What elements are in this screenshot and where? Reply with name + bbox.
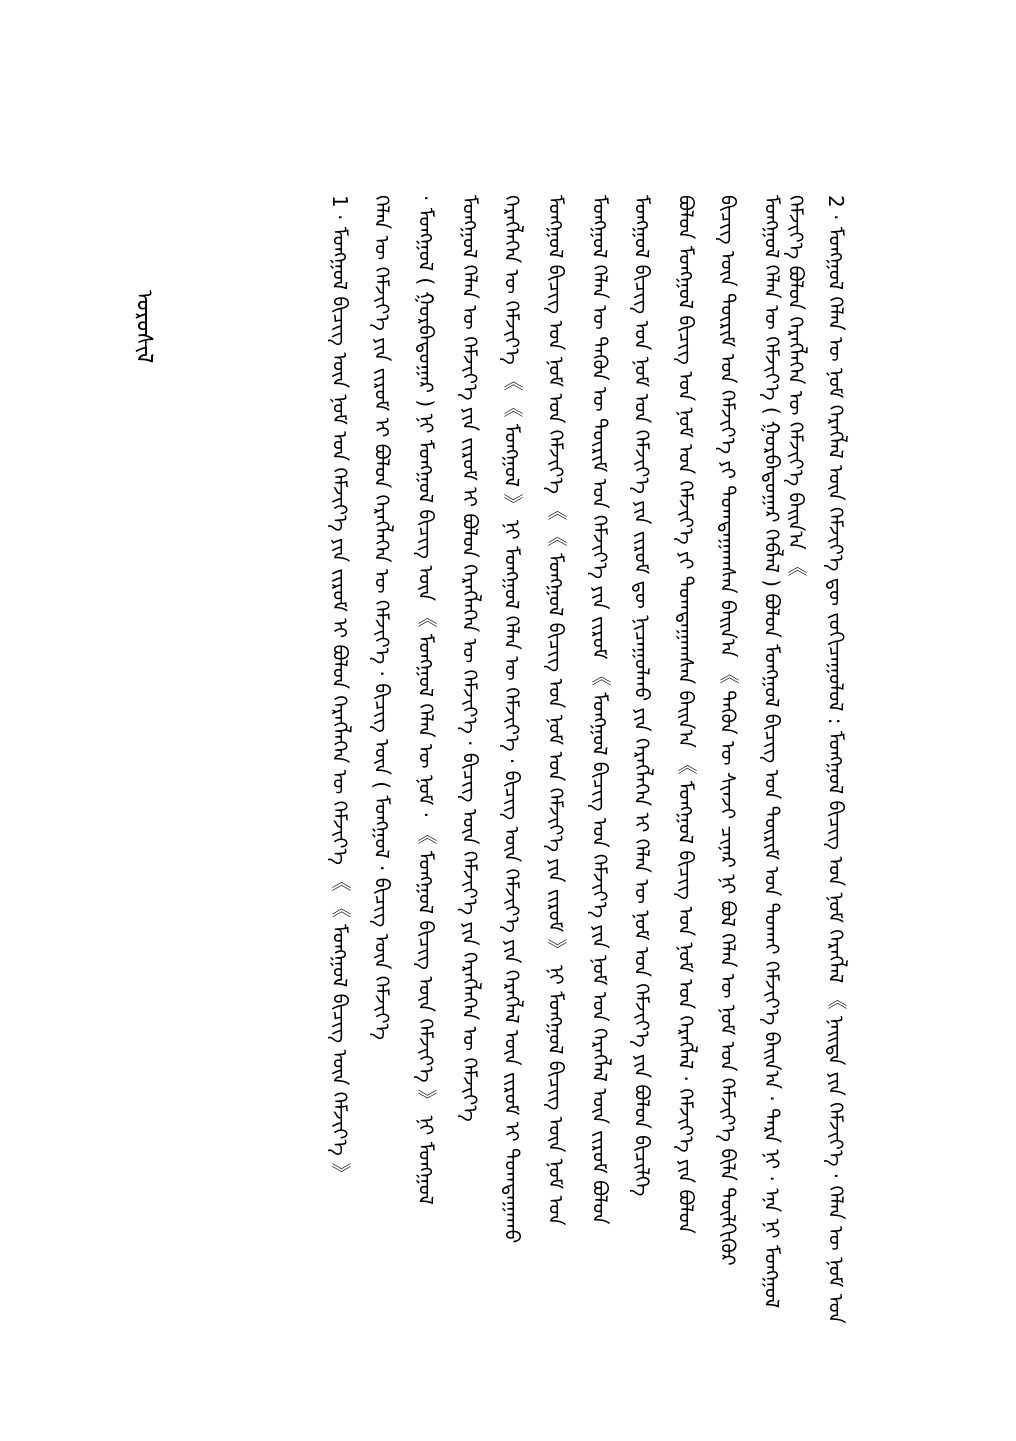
text-line-6: ᠮᠣᠩᠭᠣᠯ ᠪᠢᠴᠢᠭ ᠤᠨ ᠨᠣᠮ ᠤᠨ ᠬᠡᠮᠵᠢᠶ᠎ᠡ ᠶᠢᠨ ᠵᠢᠷᠤᠮ ᠳᠦ ᠨᠢᠴᠠᠭᠤᠯᠬᠤ ᠶᠢᠨ ᠬᠡᠷᠡᠭᠯᠡᠭᠡᠨ ᠢ ᠬᠡᠯᠡᠨ ᠦ ᠨᠣᠮ ᠤᠨ ᠬᠡᠮᠵᠢᠶ᠎ᠡ ᠶᠢᠨ ᠪᠣᠯᠤᠨ ᠪᠢᠴᠢᠯᠭᠡ xyxy=(630,195,654,1197)
text-line-10: ᠮᠣᠩᠭᠣᠯ ᠬᠡᠯᠡᠨ ᠦ ᠬᠡᠮᠵᠢᠶ᠎ᠡ ᠶᠢᠨ ᠵᠢᠷᠤᠮ ᠢ ᠪᠣᠯᠤᠨ ᠬᠡᠷᠡᠭᠯᠡᠭᠡᠨ ᠦ ᠬᠡᠮᠵᠢᠶ᠎ᠡ · ᠪᠢᠴᠢᠭ ᠦᠨ ᠬᠡᠮᠵᠢᠶ᠎ᠡ ᠶᠢᠨ ᠬᠡᠷᠡᠭᠯᠡᠭᠡᠨ ᠦ ᠬᠡᠮᠵᠢᠶ᠎ᠡ xyxy=(458,195,482,1122)
text-line-8: ᠮᠣᠩᠭᠣᠯ ᠪᠢᠴᠢᠭ ᠤᠨ ᠨᠣᠮ ᠤᠨ ᠬᠡᠮᠵᠢᠶ᠎ᠡ ︽ 《 ᠮᠣᠩᠭᠣᠯ ᠪᠢᠴᠢᠭ ᠤᠨ ᠨᠣᠮ ᠤᠨ ᠬᠡᠮᠵᠢᠶ᠎ᠡ ᠶᠢᠨ ᠵᠢᠷᠤᠮ 》 ᠨᠢ ᠮᠣᠩᠭᠣᠯ ᠪᠢᠴᠢᠭ ᠦᠨ ᠨᠣᠮ ᠤᠨ xyxy=(544,195,568,1226)
text-line-3: ᠮᠣᠩᠭᠣᠯ ᠬᠡᠯᠡᠨ ᠦ ᠬᠡᠮᠵᠢᠶ᠎ᠡ ( ᠭᠤᠷᠪᠠᠳᠤᠭᠠᠷ ᠬᠡᠪᠯᠡᠯ ) ᠪᠣᠯᠤᠨ ᠮᠣᠩᠭᠣᠯ ᠪᠢᠴᠢᠭ ᠤᠨ ᠳᠦᠷᠢᠮ ᠤᠨ ᠲᠤᠬᠠᠢ ᠬᠡᠮᠵᠢᠶ᠎ᠡ ᠪᠠᠢᠨ᠎ᠠ · ᠲᠡᠷᠡ ᠨᠢ · ᠡᠨᠡ ᠨᠢ ᠮᠣᠩᠭᠣᠯ xyxy=(760,195,784,1309)
text-line-2: ᠬᠡᠮᠵᠢᠶ᠎ᠡ ᠪᠣᠯᠤᠨ ᠬᠡᠷᠡᠭᠯᠡᠭᠡᠨ ᠦ ᠬᠡᠮᠵᠢᠶ᠎ᠡ ᠪᠠᠢᠨ᠎ᠠ ︽ xyxy=(784,195,808,577)
text-line-11: · ᠮᠣᠩᠭᠣᠯ ( ᠭᠤᠷᠪᠠᠳᠤᠭᠠᠷ ) ᠨᠢ ᠮᠣᠩᠭᠣᠯ ᠪᠢᠴᠢᠭ ᠦᠨ ︽ ᠮᠣᠩᠭᠣᠯ ᠬᠡᠯᠡᠨ ᠦ ᠨᠣᠮ · 《 ᠮᠣᠩᠭᠣᠯ ᠪᠢᠴᠢᠭ ᠦᠨ ᠬᠡᠮᠵᠢᠶ᠎ᠡ 》 ᠨᠢ ᠮᠣᠩᠭᠣᠯ xyxy=(414,195,438,1205)
text-line-7: ᠮᠣᠩᠭᠣᠯ ᠬᠡᠯᠡᠨ ᠦ ᠲᠡᠭᠦᠨ ᠦ ᠳᠦᠷᠢᠮ ᠤᠨ ᠬᠡᠮᠵᠢᠶ᠎ᠡ ᠶᠢᠨ ᠵᠢᠷᠤᠮ ︽ ᠮᠣᠩᠭᠣᠯ ᠪᠢᠴᠢᠭ ᠤᠨ ᠬᠡᠮᠵᠢᠶ᠎ᠡ ᠶᠢᠨ ᠨᠣᠮ ᠤᠨ ᠬᠡᠷᠡᠭᠯᠡᠯ ᠦᠨ ᠵᠢᠷᠤᠮ ᠪᠣᠯᠤᠨ xyxy=(588,195,612,1225)
text-line-1: 2 · ᠮᠣᠩᠭᠣᠯ ᠬᠡᠯᠡᠨ ᠦ ᠨᠣᠮ ᠬᠡᠷᠡᠭᠯᠡᠯ ᠦᠨ ᠬᠡᠮᠵᠢᠶ᠎ᠡ ᠳᠦ ᠵᠣᠬᠢᠴᠠᠭᠤᠯᠤᠯ : ᠮᠣᠩᠭᠣᠯ ᠪᠢᠴᠢᠭ ᠤᠨ ᠨᠣᠮ ᠬᠡᠷᠡᠭᠯᠡᠯ 《 ᠨᠡᠢᠳᠡ ᠶᠢᠨ ᠬᠡᠮᠵᠢᠶ᠎ᠡ · ᠬᠡᠯᠡᠨ ᠦ ᠨᠣᠮ ᠤᠨ xyxy=(824,195,848,1324)
text-line-4: ᠪᠢᠴᠢᠭ ᠦᠨ ᠳᠦᠷᠢᠮ ᠤᠨ ᠬᠡᠮᠵᠢᠶ᠎ᠡ ᠶᠢ ᠲᠣᠭᠲᠠᠭᠠᠭᠰᠠᠨ ᠪᠠᠢᠨ᠎ᠠ ︽ ᠲᠡᠭᠦᠨ ᠦ ᠰᠢᠨᠵᠢ ᠴᠢᠨᠠᠷ ᠨᠢ ᠪᠣᠯ ᠬᠡᠯᠡᠨ ᠦ ᠨᠣᠮ ᠤᠨ ᠬᠡᠮᠵᠢᠶ᠎ᠡ ᠪᠢᠯᠡ ᠲᠦᠯᠬᠢᠭᠦᠷ xyxy=(716,195,740,1266)
text-line-13: 1 · ᠮᠣᠩᠭᠣᠯ ᠪᠢᠴᠢᠭ ᠦᠨ ᠨᠣᠮ ᠤᠨ ᠬᠡᠮᠵᠢᠶ᠎ᠡ ᠶᠢᠨ ᠵᠢᠷᠤᠮ ᠢ ᠪᠣᠯᠤᠨ ᠬᠡᠷᠡᠭᠯᠡᠭᠡᠨ ᠦ ᠬᠡᠮᠵᠢᠶ᠎ᠡ ︽ 《 ᠮᠣᠩᠭᠣᠯ ᠪᠢᠴᠢᠭ ᠦᠨ ᠬᠡᠮᠵᠢᠶ᠎ᠡ 》 xyxy=(328,195,352,1183)
text-line-12: ᠬᠡᠯᠡᠨ ᠦ ᠬᠡᠮᠵᠢᠶ᠎ᠡ ᠶᠢᠨ ᠵᠢᠷᠤᠮ ᠢ ᠪᠣᠯᠤᠨ ᠬᠡᠷᠡᠭᠯᠡᠭᠡᠨ ᠦ ᠬᠡᠮᠵᠢᠶ᠎ᠡ · ᠪᠢᠴᠢᠭ ᠦᠨ ( ᠮᠣᠩᠭᠣᠯ · ᠪᠢᠴᠢᠭ ᠦᠨ ᠬᠡᠮᠵᠢᠶ᠎ᠡ xyxy=(370,195,394,1040)
text-line-9: ᠬᠡᠷᠡᠭᠯᠡᠭᠡᠨ ᠦ ᠬᠡᠮᠵᠢᠶ᠎ᠡ ︽ 《 ᠮᠣᠩᠭᠣᠯ 》 ᠨᠢ ᠮᠣᠩᠭᠣᠯ ᠬᠡᠯᠡᠨ ᠦ ᠬᠡᠮᠵᠢᠶ᠎ᠡ · ᠪᠢᠴᠢᠭ ᠦᠨ ᠬᠡᠮᠵᠢᠶ᠎ᠡ ᠶᠢᠨ ᠬᠡᠷᠡᠭᠯᠡᠯ ᠦᠨ ᠵᠢᠷᠤᠮ ᠢ ᠲᠣᠭᠲᠠᠭᠠᠬᠤ xyxy=(500,195,524,1244)
text-line-5: ᠪᠣᠯᠤᠨ ᠮᠣᠩᠭᠣᠯ ᠪᠢᠴᠢᠭ ᠤᠨ ᠨᠣᠮ ᠤᠨ ᠬᠡᠮᠵᠢᠶ᠎ᠡ ᠶᠢ ᠲᠣᠭᠲᠠᠭᠠᠭᠰᠠᠨ ᠪᠠᠢᠨ᠎ᠠ ︽ ᠮᠣᠩᠭᠣᠯ ᠪᠢᠴᠢᠭ ᠤᠨ ᠨᠣᠮ ᠤᠨ ᠬᠡᠷᠡᠭᠯᠡᠯ · ᠬᠡᠮᠵᠢᠶ᠎ᠡ ᠶᠢᠨ ᠪᠣᠯᠤᠨ xyxy=(674,195,698,1234)
page-header: ᠣᠷᠣᠰᠢᠯ xyxy=(131,290,156,364)
